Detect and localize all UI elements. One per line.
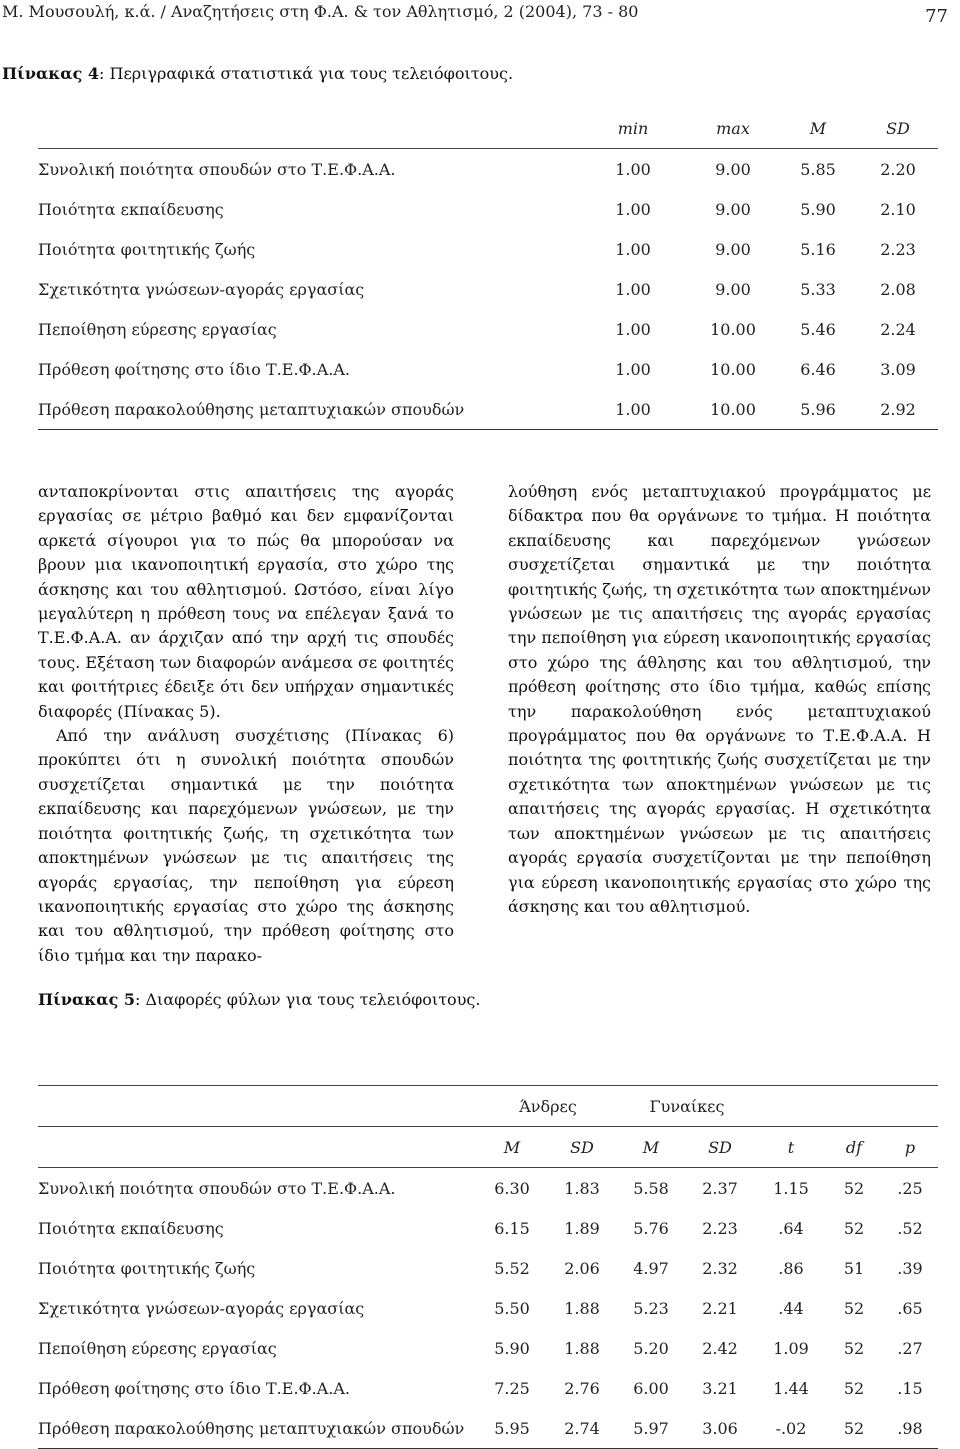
table4-caption-text: : Περιγραφικά στατιστικά για τους τελειόφοιτους. [99, 64, 514, 83]
table5-row [38, 1368, 938, 1408]
cell-t: .64 [778, 1218, 804, 1238]
table4-caption-label: Πίνακας 4 [2, 64, 100, 83]
table5-row [38, 1328, 938, 1368]
cell-sd: 2.20 [880, 159, 916, 179]
cell-min: 1.00 [615, 279, 651, 299]
cell-m2: 4.97 [633, 1258, 669, 1278]
row-label: Συνολική ποιότητα σπουδών στο Τ.Ε.Φ.Α.Α. [38, 159, 396, 179]
cell-max: 10.00 [710, 399, 756, 419]
body-paragraph: λούθηση ενός μεταπτυχιακού προγράμματος με δίδακτρα που θα οργάνωνε το τμήμα. Η ποιότητα εκπαίδευσης και παρεχόμενων γνώσεων συσχετίζεται σημαντικά με την ποιότητα φοιτητικής ζωής, τη σχετικότητα των αποκτημένων γνώσεων με τις απαιτήσεις της αγοράς εργασίας την πεποίθηση για εύρεση ικανοποιητικής εργασίας στο χώρο της άθλησης και του αθλητισμού, την πρόθεση φοίτησης στο ίδιο τμήμα, καθώς επίσης την παρακολούθηση ενός μεταπτυχιακού προγράμματος που θα οργάνωνε το Τ.Ε.Φ.Α.Α. Η ποιότητα της φοιτητικής ζωής συσχετίζεται με την σχετικότητα των αποκτημένων γνώσεων με τις απαιτήσεις της αγοράς εργασίας. Η σχετικότητα των αποκτημένων γνώσεων με τις απαιτήσεις αγοράς εργασία συσχετίζονται με την πεποίθηση για εύρεση ικανοποιητικής εργασίας στο χώρο της άσκησης και του αθλητισμού. [508, 482, 931, 916]
cell-m1: 5.50 [494, 1298, 530, 1318]
cell-m1: 5.90 [494, 1338, 530, 1358]
cell-sd2: 2.23 [702, 1218, 738, 1238]
cell-t: 1.15 [773, 1178, 809, 1198]
cell-sd2: 3.06 [702, 1418, 738, 1438]
cell-m: 5.96 [800, 399, 836, 419]
cell-m: 5.85 [800, 159, 836, 179]
row-label: Πεποίθηση εύρεσης εργασίας [38, 319, 277, 339]
cell-max: 9.00 [715, 239, 751, 259]
row-label: Συνολική ποιότητα σπουδών στο Τ.Ε.Φ.Α.Α. [38, 1178, 396, 1198]
cell-df: 51 [843, 1258, 865, 1278]
cell-m: 5.33 [800, 279, 836, 299]
cell-max: 10.00 [710, 359, 756, 379]
table5-row [38, 1168, 938, 1209]
table4-header-label [38, 108, 578, 149]
cell-df: 52 [843, 1338, 865, 1358]
cell-m1: 6.30 [494, 1178, 530, 1198]
cell-sd1: 1.83 [564, 1178, 600, 1198]
table4-row [38, 349, 938, 389]
cell-sd2: 2.32 [702, 1258, 738, 1278]
cell-sd: 2.23 [880, 239, 916, 259]
cell-sd: 2.08 [880, 279, 916, 299]
cell-m2: 5.76 [633, 1218, 669, 1238]
cell-t: 1.09 [773, 1338, 809, 1358]
table5-group-men: Άνδρες [519, 1096, 577, 1116]
running-head: Μ. Μουσουλή, κ.ά. / Αναζητήσεις στη Φ.Α. & τον Αθλητισμό, 2 (2004), 73 - 80 [2, 2, 639, 21]
cell-df: 52 [843, 1178, 865, 1198]
table4-col-sd: SD [886, 118, 910, 138]
cell-m1: 6.15 [494, 1218, 530, 1238]
text-column-left [38, 480, 454, 968]
table5-group-spacer [756, 1086, 938, 1127]
cell-sd1: 2.76 [564, 1378, 600, 1398]
cell-p: .65 [897, 1298, 923, 1318]
table5-col-df: df [845, 1137, 863, 1157]
cell-min: 1.00 [615, 399, 651, 419]
table4-col-min: min [617, 118, 649, 138]
cell-df: 52 [843, 1298, 865, 1318]
cell-t: .86 [778, 1258, 804, 1278]
cell-m: 6.46 [800, 359, 836, 379]
cell-max: 9.00 [715, 279, 751, 299]
row-label: Ποιότητα φοιτητικής ζωής [38, 1258, 256, 1278]
table5 [38, 1085, 938, 1449]
cell-df: 52 [843, 1418, 865, 1438]
table4-row [38, 149, 938, 190]
cell-m2: 5.23 [633, 1298, 669, 1318]
cell-p: .15 [897, 1378, 923, 1398]
cell-df: 52 [843, 1378, 865, 1398]
cell-max: 10.00 [710, 319, 756, 339]
cell-p: .27 [897, 1338, 923, 1358]
cell-m1: 5.95 [494, 1418, 530, 1438]
cell-sd: 2.24 [880, 319, 916, 339]
text-column-right [508, 480, 931, 919]
cell-p: .98 [897, 1418, 923, 1438]
cell-p: .39 [897, 1258, 923, 1278]
table5-col-m-women: M [642, 1137, 660, 1157]
table5-row [38, 1288, 938, 1328]
cell-t: -.02 [775, 1418, 807, 1438]
cell-max: 9.00 [715, 199, 751, 219]
table5-caption-label: Πίνακας 5 [38, 990, 136, 1009]
cell-t: 1.44 [773, 1378, 809, 1398]
row-label: Ποιότητα φοιτητικής ζωής [38, 239, 256, 259]
cell-m2: 5.58 [633, 1178, 669, 1198]
cell-m: 5.46 [800, 319, 836, 339]
cell-m2: 6.00 [633, 1378, 669, 1398]
cell-min: 1.00 [615, 319, 651, 339]
table4-caption [2, 64, 513, 83]
cell-m2: 5.97 [633, 1418, 669, 1438]
table5-col-t: t [787, 1137, 795, 1157]
cell-min: 1.00 [615, 239, 651, 259]
cell-df: 52 [843, 1218, 865, 1238]
cell-min: 1.00 [615, 159, 651, 179]
page-header [0, 0, 960, 40]
row-label: Ποιότητα εκπαίδευσης [38, 1218, 224, 1238]
table5-col-p: p [904, 1137, 916, 1157]
cell-t: .44 [778, 1298, 804, 1318]
cell-m1: 7.25 [494, 1378, 530, 1398]
table5-row [38, 1248, 938, 1288]
table5-row [38, 1208, 938, 1248]
cell-sd2: 2.42 [702, 1338, 738, 1358]
row-label: Πρόθεση φοίτησης στο ίδιο Τ.Ε.Φ.Α.Α. [38, 1378, 351, 1398]
cell-sd2: 3.21 [702, 1378, 738, 1398]
table5-row [38, 1408, 938, 1449]
table5-caption [38, 990, 480, 1009]
row-label: Σχετικότητα γνώσεων-αγοράς εργασίας [38, 1298, 365, 1318]
page-number: 77 [925, 6, 948, 27]
row-label: Πεποίθηση εύρεσης εργασίας [38, 1338, 277, 1358]
cell-p: .25 [897, 1178, 923, 1198]
table4 [38, 108, 938, 430]
cell-m2: 5.20 [633, 1338, 669, 1358]
cell-sd1: 1.88 [564, 1338, 600, 1358]
table5-group-spacer [38, 1086, 478, 1127]
table5-body [38, 1168, 938, 1449]
cell-sd1: 1.88 [564, 1298, 600, 1318]
row-label: Πρόθεση παρακολούθησης μεταπτυχιακών σπουδών [38, 399, 465, 419]
cell-sd1: 2.74 [564, 1418, 600, 1438]
table5-caption-text: : Διαφορές φύλων για τους τελειόφοιτους. [135, 990, 481, 1009]
cell-max: 9.00 [715, 159, 751, 179]
table4-row [38, 189, 938, 229]
table4-col-max: max [716, 118, 750, 138]
cell-sd: 2.10 [880, 199, 916, 219]
row-label: Πρόθεση φοίτησης στο ίδιο Τ.Ε.Φ.Α.Α. [38, 359, 351, 379]
cell-min: 1.00 [615, 199, 651, 219]
row-label: Σχετικότητα γνώσεων-αγοράς εργασίας [38, 279, 365, 299]
cell-m: 5.90 [800, 199, 836, 219]
cell-p: .52 [897, 1218, 923, 1238]
cell-sd2: 2.21 [702, 1298, 738, 1318]
cell-min: 1.00 [615, 359, 651, 379]
cell-sd: 3.09 [880, 359, 916, 379]
row-label: Πρόθεση παρακολούθησης μεταπτυχιακών σπουδών [38, 1418, 465, 1438]
cell-sd2: 2.37 [702, 1178, 738, 1198]
table4-body [38, 149, 938, 430]
table5-group-women: Γυναίκες [649, 1096, 725, 1116]
body-paragraph: ανταποκρίνονται στις απαιτήσεις της αγοράς εργασίας σε μέτριο βαθμό και δεν εμφανίζονται αρκετά σίγουροι για το πώς θα μπορούσαν να βρουν μια ικανοποιητική εργασία, στο χώρο της άσκησης και του αθλητισμού. Ωστόσο, είναι λίγο μεγαλύτερη η πρόθεση τους να επέλεγαν ξανά το Τ.Ε.Φ.Α.Α. αν άρχιζαν από την αρχή τις σπουδές τους. Εξέταση των διαφορών ανάμεσα σε φοιτητές και φοιτήτριες έδειξε ότι δεν υπήρχαν σημαντικές διαφορές (Πίνακας 5). [38, 482, 454, 721]
table4-row [38, 309, 938, 349]
table4-col-m: M [809, 118, 827, 138]
table4-row [38, 269, 938, 309]
table4-row [38, 389, 938, 430]
cell-m: 5.16 [800, 239, 836, 259]
table5-col-m-men: M [503, 1137, 521, 1157]
body-paragraph: Από την ανάλυση συσχέτισης (Πίνακας 6) προκύπτει ότι η συνολική ποιότητα σπουδών συσχετίζεται σημαντικά με την ποιότητα εκπαίδευσης και παρεχόμενων γνώσεων, με την ποιότητα φοιτητικής ζωής, τη σχετικότητα των αποκτημένων γνώσεων με τις απαιτήσεις της αγοράς εργασίας, την πεποίθηση για εύρεση ικανοποιητικής εργασίας στο χώρο της άσκησης και του αθλητισμού, την πρόθεση φοίτησης στο ίδιο τμήμα και την παρακο- [38, 726, 454, 965]
cell-m1: 5.52 [494, 1258, 530, 1278]
table5-col-sd-women: SD [708, 1137, 732, 1157]
row-label: Ποιότητα εκπαίδευσης [38, 199, 224, 219]
cell-sd1: 1.89 [564, 1218, 600, 1238]
table4-row [38, 229, 938, 269]
table5-col-sd-men: SD [570, 1137, 594, 1157]
cell-sd: 2.92 [880, 399, 916, 419]
cell-sd1: 2.06 [564, 1258, 600, 1278]
table5-header-label [38, 1127, 478, 1168]
